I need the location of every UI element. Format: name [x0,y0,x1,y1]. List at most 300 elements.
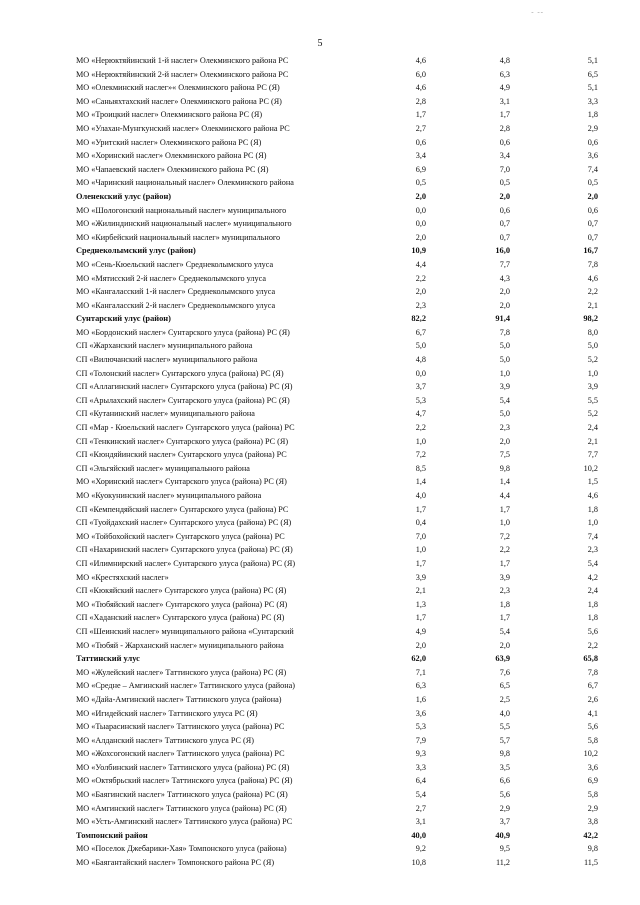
row-value-col3: 5,0 [587,341,598,351]
row-name: МО «Кангаласский 2-й наслег» Среднеколымского улуса [76,300,276,310]
row-value-col2: 11,2 [495,858,510,868]
row-value-col2: 5,4 [499,395,510,405]
row-value-col1: 4,4 [415,259,426,269]
row-name: МО «Средне – Амгинский наслег» Таттинского улуса (района) [76,681,296,691]
row-value-col2: 2,0 [499,436,510,446]
row-value-col2: 7,6 [499,667,510,677]
row-value-col1: 6,0 [415,69,426,79]
row-name: СП «Хаданский наслег» Сунтарского улуса (района) РС (Я) [76,613,285,623]
row-value-col1: 3,9 [415,572,426,582]
table-row [76,95,606,109]
row-value-col2: 1,7 [499,504,510,514]
table-row [76,136,606,150]
row-value-col3: 1,8 [587,599,598,609]
row-value-col3: 10,2 [583,749,598,759]
row-value-col3: 3,3 [587,96,598,106]
row-value-col3: 7,8 [587,259,598,269]
row-value-col2: 5,5 [499,722,510,732]
row-name: СП «Туойдахский наслег» Сунтарского улуса (района) РС (Я) [76,518,292,528]
page-number: 5 [317,38,323,49]
table-row [76,462,606,476]
row-value-col3: 65,8 [583,654,598,664]
row-value-col2: 5,4 [499,626,510,636]
row-value-col1: 2,7 [415,803,426,813]
row-value-col1: 7,1 [415,667,426,677]
row-value-col1: 2,8 [415,96,426,106]
row-value-col1: 2,2 [415,273,426,283]
row-name: СП «Илимнирский наслег» Сунтарского улуса (района) РС (Я) [76,558,296,568]
row-value-col1: 5,3 [415,722,426,732]
row-value-col3: 0,5 [587,178,598,188]
row-value-col2: 1,0 [499,518,510,528]
row-value-col1: 4,6 [415,83,426,93]
row-name: Сунтарский улус (район) [76,314,171,324]
row-value-col1: 9,3 [415,749,426,759]
row-name: МО «Тюбяйский наслег» Сунтарского улуса (района) РС (Я) [76,599,288,609]
row-value-col3: 5,2 [587,409,598,419]
row-value-col3: 2,9 [587,123,598,133]
row-value-col1: 1,7 [415,504,426,514]
row-value-col1: 4,8 [415,355,426,365]
row-value-col3: 2,0 [587,191,598,201]
row-name: СП «Мар - Кюельский наслег» Сунтарского улуса (района) РС [76,423,295,433]
row-name: МО «Усть-Амгинский наслег» Таттинского улуса (района) РС [76,817,293,827]
row-value-col3: 6,9 [587,776,598,786]
row-name: СП «Кюкяйский наслег» Сунтарского улуса (района) РС (Я) [76,586,287,596]
row-name: МО «Чаринский национальный наслег» Олекминского района [76,178,294,188]
row-value-col2: 6,5 [499,681,510,691]
table-row [76,734,606,748]
row-value-col3: 7,4 [587,164,598,174]
row-name: МО «Крестяхский наслег» [76,572,169,582]
district-total-row [76,244,606,258]
row-value-col3: 2,2 [587,287,598,297]
row-name: СП «Кюндяйинский наслег» Сунтарского улуса (района) РС [76,450,287,460]
row-value-col1: 9,2 [415,844,426,854]
row-name: МО «Алданский наслег» Таттинского улуса РС (Я) [76,735,254,745]
row-value-col3: 1,8 [587,613,598,623]
row-value-col2: 2,8 [499,123,510,133]
district-total-row [76,190,606,204]
table-row [76,435,606,449]
row-value-col2: 1,0 [499,368,510,378]
table-row [76,367,606,381]
row-value-col3: 2,1 [587,436,598,446]
row-value-col2: 7,2 [499,531,510,541]
row-value-col2: 3,9 [499,572,510,582]
row-name: МО «Нерюктяйинский 1-й наслег» Олекминского района РС [76,56,289,65]
row-name: МО «Игидейский наслег» Таттинского улуса РС (Я) [76,708,258,718]
row-name: СП «Кутанинский наслег» муниципального района [76,409,255,419]
row-name: СП «Жарханский наслег» муниципального района [76,341,253,351]
row-value-col2: 9,8 [499,749,510,759]
row-name: МО «Баягантайский наслег» Томпонского района РС (Я) [76,858,275,868]
row-value-col3: 2,4 [587,586,598,596]
row-value-col1: 40,0 [411,830,426,840]
table-row [76,54,606,68]
row-value-col3: 5,8 [587,790,598,800]
row-value-col2: 4,3 [499,273,510,283]
row-value-col1: 82,2 [411,314,426,324]
row-value-col3: 5,1 [587,83,598,93]
row-name: МО «Тыарасинский наслег» Таттинского улуса (района) РС [76,722,285,732]
row-value-col2: 1,7 [499,613,510,623]
row-name: СП «Толонский наслег» Сунтарского улуса (района) РС (Я) [76,368,284,378]
table-row [76,448,606,462]
table-row [76,639,606,653]
row-name: МО «Кирбейский национальный наслег» муниципального [76,232,281,242]
row-name: МО «Тюбяй - Жарханский наслег» муниципального района [76,640,284,650]
row-value-col2: 7,5 [499,450,510,460]
table-row [76,707,606,721]
row-name: МО «Жохсогонский наслег» Таттинского улуса (района) РС [76,749,285,759]
table-row [76,81,606,95]
row-value-col2: 3,9 [499,382,510,392]
row-value-col1: 3,3 [415,762,426,772]
table-row [76,856,606,870]
row-value-col3: 16,7 [583,246,598,256]
row-value-col2: 4,9 [499,83,510,93]
row-value-col1: 1,0 [415,545,426,555]
table-row [76,489,606,503]
row-value-col1: 6,7 [415,327,426,337]
row-value-col3: 98,2 [583,314,598,324]
row-value-col1: 0,6 [415,137,426,147]
row-value-col1: 2,3 [415,300,426,310]
table-row [76,108,606,122]
table-row [76,326,606,340]
row-value-col3: 9,8 [587,844,598,854]
table-row [76,394,606,408]
row-name: МО «Бордонский наслег» Сунтарского улуса (района) РС (Я) [76,327,290,337]
row-value-col2: 5,0 [499,341,510,351]
row-value-col1: 4,7 [415,409,426,419]
row-name: МО «Жилиндинский национальный наслег» муниципального [76,219,292,229]
row-name: Таттинский улус [76,654,140,664]
row-name: МО «Амгинский наслег» Таттинского улуса (района) РС (Я) [76,803,287,813]
row-name: МО «Хоринский наслег» Сунтарского улуса (района) РС (Я) [76,477,287,487]
row-value-col2: 3,7 [499,817,510,827]
table-row [76,122,606,136]
row-value-col3: 2,3 [587,545,598,555]
row-value-col1: 10,9 [411,246,426,256]
row-value-col3: 4,6 [587,273,598,283]
row-value-col1: 3,7 [415,382,426,392]
row-value-col1: 4,9 [415,626,426,636]
row-value-col1: 3,1 [415,817,426,827]
table-row [76,176,606,190]
row-value-col2: 1,4 [499,477,510,487]
row-name: Оленекский улус (район) [76,191,172,201]
row-value-col1: 6,3 [415,681,426,691]
table-row [76,747,606,761]
row-name: МО «Кангаласский 1-й наслег» Среднеколымского улуса [76,287,276,297]
row-value-col3: 5,5 [587,395,598,405]
row-name: МО «Троицкий наслег» Олекминского района РС (Я) [76,110,263,120]
row-value-col3: 1,8 [587,110,598,120]
row-name: МО «Чапаевский наслег» Олекминского района РС (Я) [76,164,269,174]
row-value-col2: 2,0 [499,300,510,310]
row-value-col2: 0,7 [499,219,510,229]
row-value-col3: 4,6 [587,491,598,500]
row-name: МО «Саныяхтахский наслег» Олекминского района РС (Я) [76,96,282,106]
row-value-col3: 2,9 [587,803,598,813]
row-value-col2: 2,2 [499,545,510,555]
row-value-col1: 4,0 [415,491,426,500]
row-value-col1: 0,0 [415,219,426,229]
table-row [76,571,606,585]
table-row [76,339,606,353]
table-row [76,557,606,571]
row-value-col2: 5,0 [499,409,510,419]
row-name: МО «Мятисский 2-й наслег» Среднеколымского улуса [76,273,266,283]
row-value-col1: 1,4 [415,477,426,487]
row-name: МО «Уолбинский наслег» Таттинского улуса (района) РС (Я) [76,762,290,772]
row-value-col2: 7,7 [499,259,510,269]
row-value-col1: 1,3 [415,599,426,609]
row-name: МО «Сень-Кюельский наслег» Среднеколымского улуса [76,259,274,269]
row-value-col2: 3,1 [499,96,510,106]
row-value-col3: 0,6 [587,137,598,147]
row-value-col1: 7,2 [415,450,426,460]
row-value-col3: 7,8 [587,667,598,677]
table-row [76,530,606,544]
row-value-col1: 0,0 [415,205,426,215]
district-total-row [76,312,606,326]
row-value-col3: 0,6 [587,205,598,215]
district-total-row [76,652,606,666]
row-name: СП «Арылахский наслег» Сунтарского улуса (района) РС (Я) [76,395,290,405]
table-row [76,815,606,829]
row-value-col2: 0,5 [499,178,510,188]
row-value-col1: 6,4 [415,776,426,786]
row-value-col1: 1,7 [415,558,426,568]
row-name: СП «Нахаринский наслег» Сунтарского улуса (района) РС (Я) [76,545,293,555]
data-table [76,54,606,870]
table-row [76,679,606,693]
table-row [76,258,606,272]
row-name: СП «Шеинский наслег» муниципального района «Сунтарский [76,626,294,636]
row-value-col1: 3,6 [415,708,426,718]
table-row [76,774,606,788]
row-name: МО «Хоринский наслег» Олекминского района РС (Я) [76,151,267,161]
row-value-col2: 1,7 [499,558,510,568]
table-row [76,625,606,639]
row-value-col2: 9,8 [499,463,510,473]
table-row [76,272,606,286]
table-row [76,68,606,82]
row-name: Томпонский район [76,830,148,840]
row-value-col3: 5,2 [587,355,598,365]
table-row [76,598,606,612]
table-row [76,407,606,421]
table-row [76,285,606,299]
row-value-col3: 3,6 [587,151,598,161]
row-value-col1: 2,0 [415,191,426,201]
row-name: Среднеколымский улус (район) [76,246,196,256]
row-value-col3: 6,7 [587,681,598,691]
table-row [76,584,606,598]
table-row [76,204,606,218]
row-value-col2: 5,7 [499,735,510,745]
table-row [76,149,606,163]
row-value-col2: 2,3 [499,586,510,596]
table-row [76,380,606,394]
row-value-col3: 6,5 [587,69,598,79]
row-value-col3: 5,8 [587,735,598,745]
table-row [76,720,606,734]
table-row [76,611,606,625]
row-value-col1: 0,0 [415,368,426,378]
row-value-col1: 0,4 [415,518,426,528]
row-value-col1: 2,0 [415,232,426,242]
row-value-col2: 3,4 [499,151,510,161]
row-value-col3: 11,5 [583,858,598,868]
row-value-col1: 1,6 [415,694,426,704]
row-value-col1: 3,4 [415,151,426,161]
table-row [76,516,606,530]
corner-mark: - -- [531,8,544,16]
row-value-col2: 3,5 [499,762,510,772]
row-value-col2: 63,9 [495,654,510,664]
table-row [76,802,606,816]
table-row [76,353,606,367]
row-value-col2: 1,7 [499,110,510,120]
row-value-col1: 8,5 [415,463,426,473]
table-row [76,761,606,775]
row-value-col2: 1,8 [499,599,510,609]
table-row [76,543,606,557]
row-value-col2: 2,0 [499,640,510,650]
row-value-col3: 0,7 [587,232,598,242]
row-value-col3: 4,1 [587,708,598,718]
row-value-col2: 2,3 [499,423,510,433]
row-value-col2: 91,4 [495,314,510,324]
row-name: МО «Нерюктяйинский 2-й наслег» Олекминского района РС [76,69,289,79]
row-value-col3: 5,1 [587,56,598,65]
row-value-col1: 62,0 [411,654,426,664]
row-name: СП «Кемпендяйский наслег» Сунтарского улуса (района) РС [76,504,289,514]
table-row [76,231,606,245]
row-name: СП «Вилючанский наслег» муниципального района [76,355,258,365]
row-value-col3: 3,9 [587,382,598,392]
row-value-col2: 5,0 [499,355,510,365]
row-value-col1: 5,4 [415,790,426,800]
row-value-col1: 6,9 [415,164,426,174]
row-value-col3: 1,5 [587,477,598,487]
row-value-col3: 1,8 [587,504,598,514]
row-value-col3: 5,6 [587,722,598,732]
row-value-col3: 5,6 [587,626,598,636]
row-value-col1: 7,0 [415,531,426,541]
row-name: МО «Олекминский наслег»« Олекминского района РС (Я) [76,83,280,93]
row-value-col2: 0,6 [499,205,510,215]
row-value-col1: 2,1 [415,586,426,596]
row-value-col3: 3,6 [587,762,598,772]
table-row [76,503,606,517]
row-value-col3: 0,7 [587,219,598,229]
row-value-col2: 4,0 [499,708,510,718]
row-value-col2: 2,9 [499,803,510,813]
row-name: МО «Уритский наслег» Олекминского района РС (Я) [76,137,262,147]
row-value-col3: 1,0 [587,368,598,378]
row-value-col1: 1,7 [415,613,426,623]
row-value-col2: 7,0 [499,164,510,174]
row-value-col1: 10,8 [411,858,426,868]
district-total-row [76,829,606,843]
table-row [76,421,606,435]
row-value-col1: 2,0 [415,287,426,297]
table-row [76,163,606,177]
row-value-col3: 1,0 [587,518,598,528]
row-value-col3: 5,4 [587,558,598,568]
row-value-col2: 40,9 [495,830,510,840]
row-value-col2: 2,5 [499,694,510,704]
row-value-col1: 5,3 [415,395,426,405]
row-value-col1: 0,5 [415,178,426,188]
table-row [76,693,606,707]
row-value-col3: 10,2 [583,463,598,473]
table-row [76,666,606,680]
table-row [76,788,606,802]
row-value-col2: 4,8 [499,56,510,65]
table-row [76,475,606,489]
row-value-col3: 7,7 [587,450,598,460]
row-name: МО «Дайа-Амгинский наслег» Таттинского улуса (района) [76,694,282,704]
table-row [76,217,606,231]
row-value-col2: 0,6 [499,137,510,147]
row-value-col2: 6,3 [499,69,510,79]
row-name: МО «Шологонский национальный наслег» муниципального [76,205,287,215]
row-value-col2: 9,5 [499,844,510,854]
row-value-col2: 6,6 [499,776,510,786]
table-row [76,299,606,313]
row-value-col2: 4,4 [499,491,510,500]
row-value-col3: 2,1 [587,300,598,310]
row-value-col3: 4,2 [587,572,598,582]
row-name: МО «Тойбохойский наслег» Сунтарского улуса (района) РС [76,531,285,541]
row-name: МО «Жулейский наслег» Таттинского улуса (района) РС (Я) [76,667,287,677]
row-name: СП «Эльгяйский наслег» муниципального района [76,463,250,473]
row-value-col1: 4,6 [415,56,426,65]
row-value-col3: 2,2 [587,640,598,650]
row-value-col2: 5,6 [499,790,510,800]
row-value-col3: 2,6 [587,694,598,704]
row-value-col1: 2,0 [415,640,426,650]
row-value-col3: 42,2 [583,830,598,840]
row-value-col3: 2,4 [587,423,598,433]
row-value-col1: 1,7 [415,110,426,120]
table-row [76,842,606,856]
row-name: МО «Баягинский наслег» Таттинского улуса (района) РС (Я) [76,790,288,800]
row-name: СП «Аллагинский наслег» Сунтарского улуса (района) РС (Я) [76,382,293,392]
row-value-col2: 0,7 [499,232,510,242]
row-value-col3: 8,0 [587,327,598,337]
row-value-col3: 3,8 [587,817,598,827]
row-name: МО «Улахан-Мунгкунский наслег» Олекминского района РС [76,123,290,133]
row-value-col1: 5,0 [415,341,426,351]
row-value-col1: 2,7 [415,123,426,133]
row-value-col2: 16,0 [495,246,510,256]
row-name: СП «Тенкинский наслег» Сунтарского улуса (района) РС (Я) [76,436,289,446]
row-value-col1: 1,0 [415,436,426,446]
row-value-col1: 2,2 [415,423,426,433]
row-value-col1: 7,9 [415,735,426,745]
row-value-col2: 2,0 [499,287,510,297]
row-value-col2: 2,0 [499,191,510,201]
row-value-col2: 7,8 [499,327,510,337]
row-value-col3: 7,4 [587,531,598,541]
